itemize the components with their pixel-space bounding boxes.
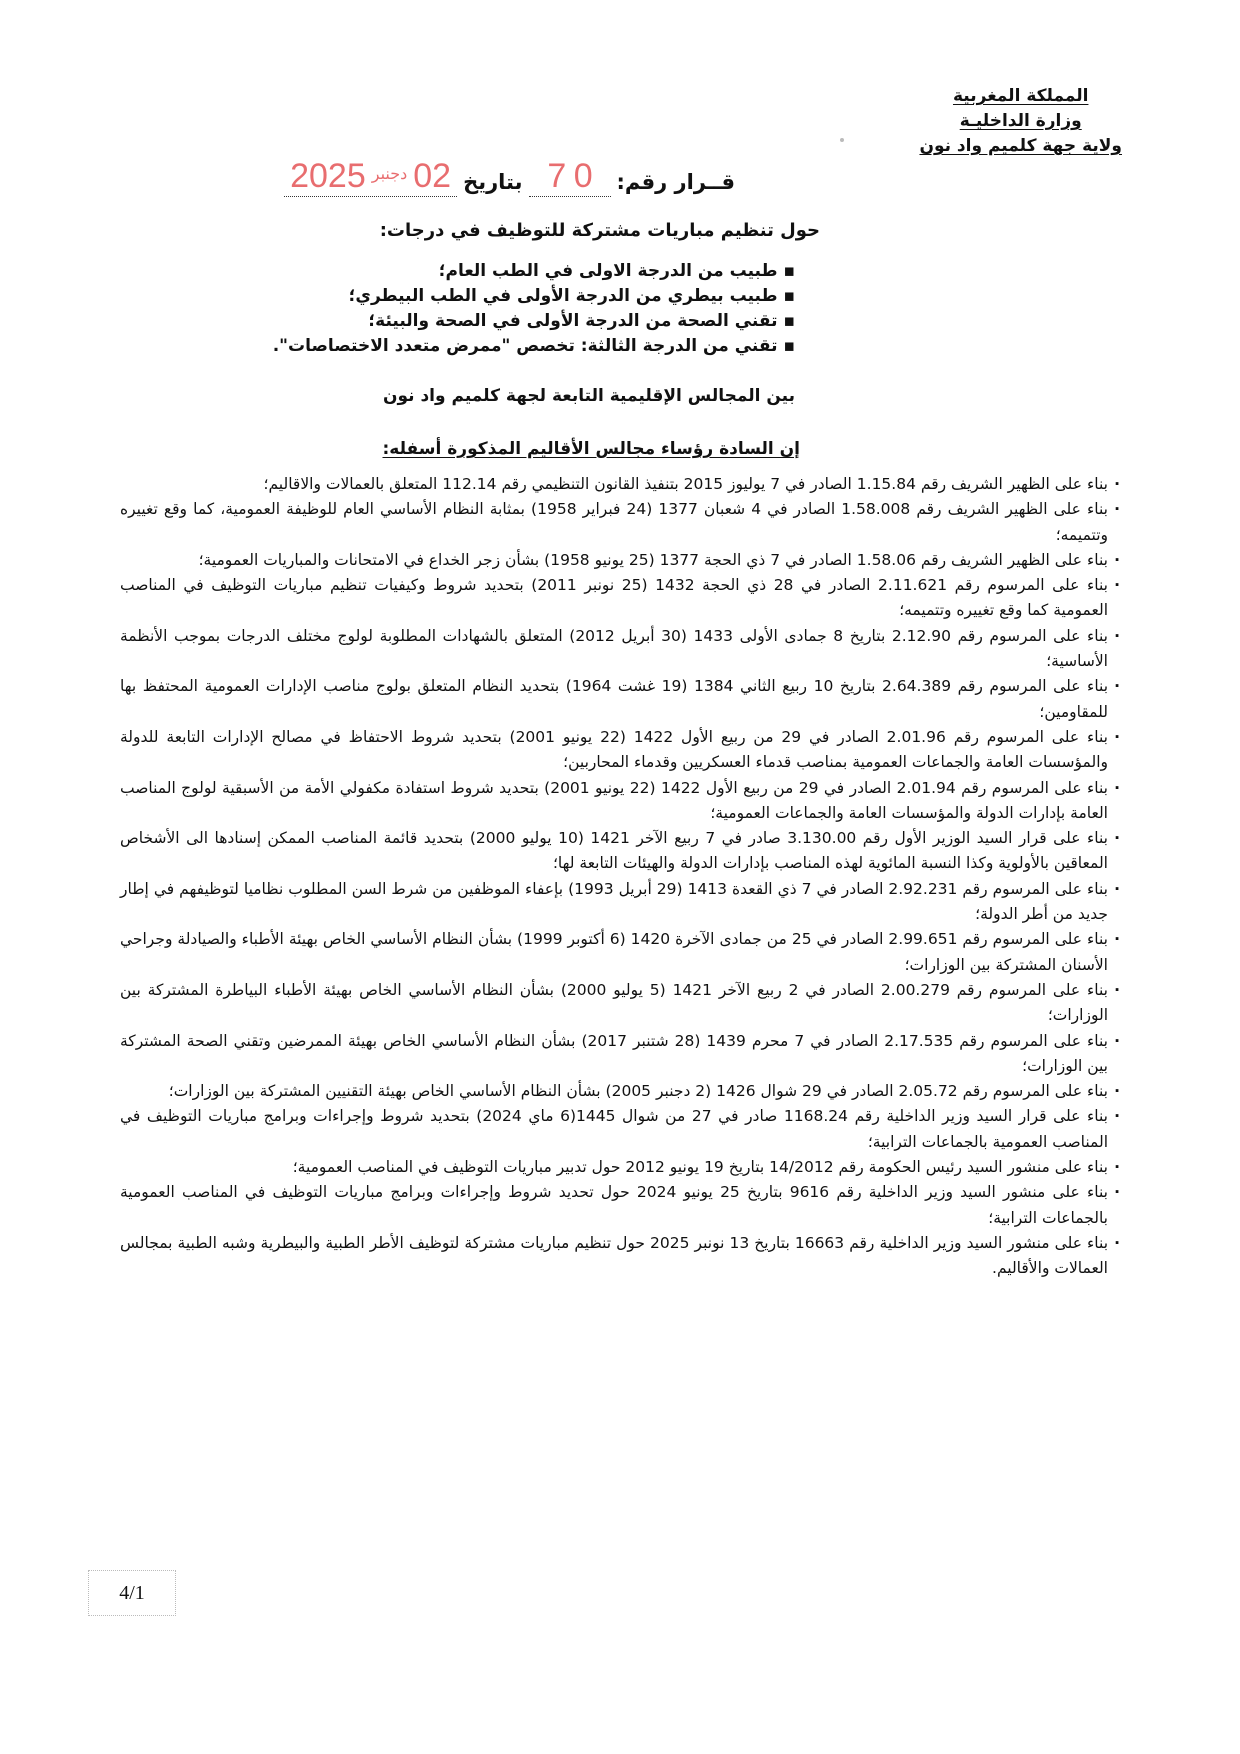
consideration-item: · بناء على قرار السيد وزير الداخلية رقم 1168.24 صادر في 27 من شوال 1445(6 ماي 2024) بتحديد شروط وإجراءات وبرامج مباريات التوظيف في المناصب العمومية بالجماعات الترابية؛	[120, 1104, 1120, 1155]
consideration-item: · بناء على الظهير الشريف رقم 1.58.06 الصادر في 7 ذي الحجة 1377 (25 يونيو 1958) بشأن زجر الخداع في الامتحانات والمباريات العمومية؛	[120, 548, 1120, 573]
stamp-year: 2025	[290, 157, 366, 195]
page-number: 4/1	[119, 1581, 145, 1604]
consideration-item: · بناء على الظهير الشريف رقم 1.58.008 الصادر في 4 شعبان 1377 (24 فبراير 1958) بمثابة النظام الأساسي العام للوظيفة العمومية، كما وقع تغييره وتتميمه؛	[120, 497, 1120, 548]
consideration-item: · بناء على المرسوم رقم 2.01.96 الصادر في 29 من ربيع الأول 1422 (22 يونيو 2001) بتحديد شروط الاحتفاظ في مصالح الإدارات التابعة للدولة والمؤسسات العامة والجماعات العمومية بمناصب قدماء العسكريين وقدماء المحاربين؛	[120, 725, 1120, 776]
page-number-box	[88, 1570, 176, 1616]
consideration-item: · بناء على المرسوم رقم 2.64.389 بتاريخ 10 ربيع الثاني 1384 (19 غشت 1964) بتحديد النظام المتعلق بولوج مناصب الإدارات العمومية المحتفظ بها للمقاومين؛	[120, 674, 1120, 725]
kingdom-name: المملكة المغربية	[952, 86, 1089, 106]
stamp-day: 02	[413, 157, 452, 195]
consideration-item: · بناء على المرسوم رقم 2.00.279 الصادر في 2 ربيع الآخر 1421 (5 يوليو 2000) بشأن النظام الأساسي الخاص بهيئة الأطباء البياطرة المشتركة بين الوزارات؛	[120, 978, 1120, 1029]
consideration-item: · بناء على قرار السيد الوزير الأول رقم 3.130.00 صادر في 7 ربيع الآخر 1421 (10 يوليو 2000) بتحديد قائمة المناصب الممكن إسنادها الى الأشخاص المعاقين بالأولوية وكذا النسبة المائوية لهذه المناصب بإدارات الدولة والهيئات التابعة لها؛	[120, 826, 1120, 877]
decision-date-stamp	[290, 155, 451, 196]
councils-statement: بين المجالس الإقليمية التابعة لجهة كلميم واد نون	[382, 386, 795, 406]
grade-item: ▪ تقني من الدرجة الثالثة: تخصص "ممرض متعدد الاختصاصات".	[273, 334, 795, 359]
grade-item: ▪ تقني الصحة من الدرجة الأولى في الصحة والبيئة؛	[273, 309, 795, 334]
consideration-item: · بناء على المرسوم رقم 2.01.94 الصادر في 29 من ربيع الأول 1422 (22 يونيو 2001) بتحديد شروط استفادة مكفولي الأمة من الأسبقية لولوج المناصب العامة بإدارات الدولة والمؤسسات العامة والجماعات العمومية؛	[120, 776, 1120, 827]
number-dotted-field	[529, 152, 611, 197]
consideration-item: · بناء على منشور السيد رئيس الحكومة رقم 14/2012 بتاريخ 19 يونيو 2012 حول تدبير مباريات التوظيف في المناصب العمومية؛	[120, 1155, 1120, 1180]
consideration-item: · بناء على المرسوم رقم 2.17.535 الصادر في 7 محرم 1439 (28 شتنبر 2017) بشأن النظام الأساسي الخاص بهيئة الممرضين وتقني الصحة المشتركة بين الوزارات؛	[120, 1029, 1120, 1080]
scan-speck	[840, 138, 844, 142]
consideration-item: · بناء على المرسوم رقم 2.99.651 الصادر في 25 من جمادى الآخرة 1420 (6 أكتوبر 1999) بشأن النظام الأساسي الخاص بهيئة الأطباء والصيادلة وجراحي الأسنان المشتركة بين الوزارات؛	[120, 927, 1120, 978]
decision-subject: حول تنظيم مباريات مشتركة للتوظيف في درجات:	[379, 220, 820, 241]
consideration-item: · بناء على الظهير الشريف رقم 1.15.84 الصادر في 7 يوليوز 2015 بتنفيذ القانون التنظيمي رقم 112.14 المتعلق بالعمالات والاقاليم؛	[120, 472, 1120, 497]
decision-number-label: قــرار رقم:	[616, 170, 735, 194]
consideration-item: · بناء على المرسوم رقم 2.92.231 الصادر في 7 ذي القعدة 1413 (29 أبريل 1993) بإعفاء الموظفين من شرط السن المطلوب نظاميا لتوظيفهم في إطار جديد من أطر الدولة؛	[120, 877, 1120, 928]
consideration-item: · بناء على المرسوم رقم 2.05.72 الصادر في 29 شوال 1426 (2 دجنبر 2005) بشأن النظام الأساسي الخاص بهيئة التقنيين المشتركة بين الوزارات؛	[120, 1079, 1120, 1104]
date-dotted-field	[284, 152, 457, 197]
decision-number-stamp: 0 7	[547, 157, 592, 195]
decision-date-label: بتاريخ	[463, 170, 523, 194]
wilaya-name: ولاية جهة كلميم واد نون	[919, 136, 1122, 156]
consideration-item: · بناء على المرسوم رقم 2.11.621 الصادر في 28 ذي الحجة 1432 (25 نونبر 2011) بتحديد شروط وكيفيات تنظيم مباريات التوظيف في المناصب العمومية كما وقع تغييره وتتميمه؛	[120, 573, 1120, 624]
decision-line	[284, 152, 735, 197]
stamp-month: دجنبر	[371, 166, 408, 183]
preamble-heading: إن السادة رؤساء مجالس الأقاليم المذكورة أسفله:	[382, 439, 800, 459]
consideration-item: · بناء على منشور السيد وزير الداخلية رقم 16663 بتاريخ 13 نونبر 2025 حول تنظيم مباريات مشتركة لتوظيف الأطر الطبية والبيطرية وشبه الطبية بمجالس العمالات والأقاليم.	[120, 1231, 1120, 1282]
grade-item: ▪ طبيب بيطري من الدرجة الأولى في الطب البيطري؛	[273, 284, 795, 309]
grade-item: ▪ طبيب من الدرجة الاولى في الطب العام؛	[273, 259, 795, 284]
consideration-item: · بناء على منشور السيد وزير الداخلية رقم 9616 بتاريخ 25 يونيو 2024 حول تحديد شروط وإجراءات وبرامج مباريات التوظيف في المناصب العمومية بالجماعات الترابية؛	[120, 1180, 1120, 1231]
grades-list	[273, 259, 795, 359]
ministry-name: وزارة الداخليـة	[959, 111, 1082, 131]
considerations-list	[120, 472, 1120, 1282]
consideration-item: · بناء على المرسوم رقم 2.12.90 بتاريخ 8 جمادى الأولى 1433 (30 أبريل 2012) المتعلق بالشهادات المطلوبة لولوج مختلف الدرجات بموجب الأنظمة الأساسية؛	[120, 624, 1120, 675]
letterhead	[919, 84, 1122, 159]
